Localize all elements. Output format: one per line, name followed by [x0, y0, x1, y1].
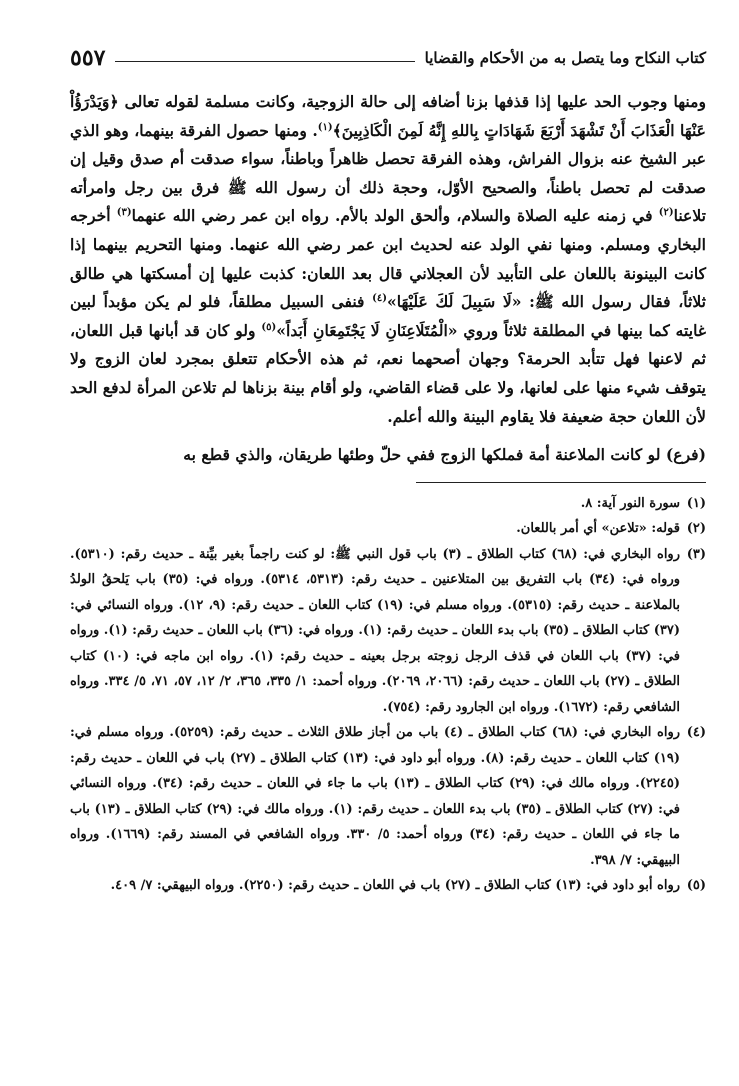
footnote-ref-4: (٤)	[372, 292, 387, 304]
footnote-ref-5: (٥)	[261, 321, 277, 333]
p1-intro: ومنها وجوب الحد عليها إذا قذفها بزنا أضافه إلى حالة الزوجية، وكانت مسلمة لقوله تعالى	[118, 92, 706, 111]
header-rule	[115, 61, 414, 62]
footnote-text: رواه البخاري في: (٦٨) كتاب الطلاق ـ (٤) باب من أجاز طلاق الثلاث ـ حديث رقم: (٥٢٥٩). ورواه مسلم في: (١٩) كتاب اللعان ـ حديث رقم: (٨). ورواه أبو داود في: (١٣) كتاب الطلاق ـ (٢٧) باب في اللعان ـ حديث رقم: (٢٢٤٥). ورواه مالك في: (٢٩) كتاب الطلاق ـ (١٣) باب ما جاء في اللعان ـ حديث رقم: (٣٤). ورواه النسائي في: (٢٧) كتاب الطلاق ـ (٣٥) باب بدء اللعان ـ حديث رقم: (١). ورواه مالك في: (٢٩) كتاب الطلاق ـ (١٣) باب ما جاء في اللعان ـ حديث رقم: (٣٤) ورواه أحمد: ٥/ ٣٣٠. ورواه الشافعي في المسند رقم: (١٦٦٩). ورواه البيهقي: ٧/ ٣٩٨.	[70, 725, 681, 868]
footnote-number: (٣)	[686, 546, 706, 562]
p1-text-4: أخرجه البخاري ومسلم. ومنها نفي الولد عنه لحديث ابن عمر رضي الله عنهما. ومنها التحريم بينهما إذا كانت البينونة باللعان على التأبيد لأن العجلاني قال بعد اللعان: كذبت عليها إن أمسكتها هي طالق ثلاثاً، فقال رسول الله ﷺ: «لَا سَبِيلَ لَكَ عَلَيْهَا»	[70, 206, 707, 312]
footnote-number: (٤)	[686, 725, 706, 741]
footnote-ref-1: (١)	[317, 121, 333, 133]
footnote-text: رواه البخاري في: (٦٨) كتاب الطلاق ـ (٣) باب قول النبي ﷺ: لو كنت راجماً بغير بيِّنة ـ حديث رقم: (٥٣١٠). ورواه في: (٣٤) باب التفريق بين المتلاعنين ـ حديث رقم: (٥٣١٣، ٥٣١٤). ورواه في: (٣٥) باب يَلحقُ الولدُ بالملاعنة ـ حديث رقم: (٥٣١٥). ورواه مسلم في: (١٩) كتاب اللعان ـ حديث رقم: (٩، ١٢). ورواه النسائي في: (٣٧) كتاب الطلاق ـ (٣٥) باب بدء اللعان ـ حديث رقم: (١). ورواه في: (٣٦) باب اللعان ـ حديث رقم: (١). ورواه في: (٣٧) باب اللعان في قذف الرجل زوجته برجل بعينه ـ حديث رقم: (١). رواه ابن ماجه في: (١٠) كتاب الطلاق ـ (٢٧) باب اللعان ـ حديث رقم: (٢٠٦٦، ٢٠٦٩). ورواه أحمد: ١/ ٣٣٥، ٣٦٥، ٢/ ١٢، ٥٧، ٧١، ٥/ ٣٣٤. ورواه الشافعي رقم: (١٦٧٢). ورواه ابن الجارود رقم: (٧٥٤).	[70, 546, 681, 715]
book-page	[70, 40, 706, 899]
p1-text-6: ولو كان قد أبانها قبل اللعان، ثم لاعنها فهل تتأبد الحرمة؟ وجهان أصحهما نعم، ثم هذه الأحكام تتعلق بمجرد لعان الزوج ولا يتوقف شيء منها على لعانها، ولا على قضاء القاضي، ولو أقام بينة بزناها لم تلاعن المرأة لدفع الحد لأن اللعان حجة ضعيفة فلا يقاوم البينة والله أعلم.	[70, 320, 706, 426]
footnote	[70, 542, 706, 721]
footnote-text: سورة النور آية: ٨.	[580, 495, 680, 511]
page-number: ٥٥٧	[70, 45, 106, 71]
footnote-number: (٢)	[686, 521, 706, 537]
paragraph-2: (فرع) لو كانت الملاعنة أمة فملكها الزوج ففي حلّ وطئها طريقان، والذي قطع به	[183, 445, 706, 465]
footnote-number: (٥)	[686, 878, 706, 894]
p1-text-2: . ومنها حصول الفرقة بينهما، وهو الذي عبر الشيخ عنه بزوال الفراش، وهذه الفرقة تحصل ظاهراً وباطناً، سواء صدقت أم صدق وقيل إن صدقت لم تحصل باطناً، والصحيح الأوّل، وحجة ذلك أن رسول الله ﷺ فرق بين رجل وامرأته تلاعنا	[70, 120, 706, 226]
footnote-ref-3: (٣)	[116, 207, 132, 219]
footnote-ref-2: (٢)	[658, 207, 674, 219]
paragraph-1	[70, 88, 706, 431]
footnote-separator	[416, 482, 706, 483]
p1-text-5: فنفى السبيل مطلقاً، فلو لم يكن مؤبداً لبين غايته كما بينها في المطلقة ثلاثاً وروي «الْمُتَلَاعِنَانِ لَا يَجْتَمِعَانِ أَبَداً»	[70, 292, 706, 340]
footnote-text: قوله: «تلاعن» أي أمر باللعان.	[516, 521, 680, 537]
page-header	[70, 40, 706, 76]
footnote	[70, 491, 706, 517]
footnotes	[70, 491, 706, 899]
quran-verse: ﴿وَيَدْرَؤُاْ عَنْهَا الْعَذَابَ أَنْ تَشْهَدَ أَرْبَعَ شَهَادَاتٍ بِاللهِ إِنَّهُ لَمِنَ الْكَاذِبِينَ﴾	[70, 92, 706, 140]
running-title: كتاب النكاح وما يتصل به من الأحكام والقضايا	[424, 49, 706, 67]
footnote	[70, 516, 706, 542]
footnote	[70, 873, 706, 899]
footnote	[70, 720, 706, 873]
footnote-text: رواه أبو داود في: (١٣) كتاب الطلاق ـ (٢٧) باب في اللعان ـ حديث رقم: (٢٢٥٠). ورواه البيهقي: ٧/ ٤٠٩.	[110, 878, 680, 894]
footnote-number: (١)	[686, 495, 706, 511]
main-text	[70, 88, 706, 470]
p1-text-3: في زمنه عليه الصلاة والسلام، وألحق الولد بالأم. رواه ابن عمر رضي الله عنهما	[131, 206, 659, 226]
